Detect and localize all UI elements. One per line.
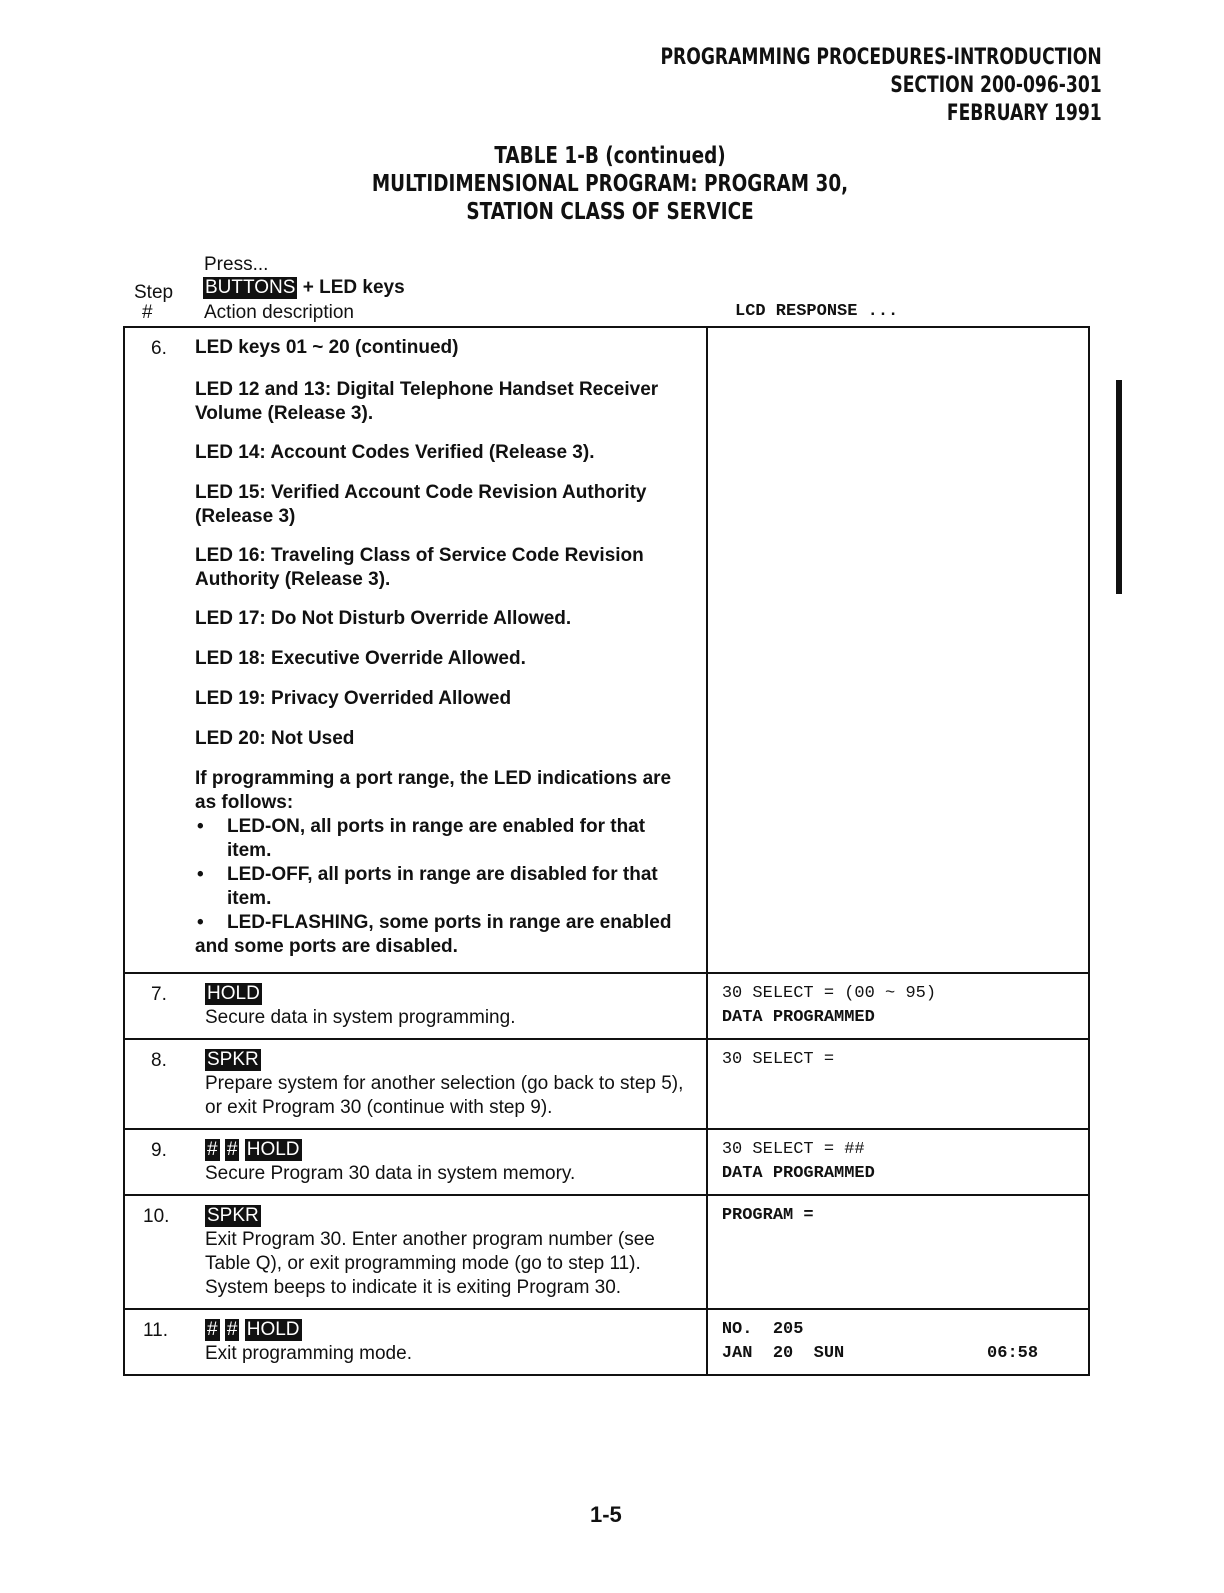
hash-key-icon: # <box>226 1319 238 1340</box>
led-item: LED 12 and 13: Digital Telephone Handset Receiver Volume (Release 3). <box>195 379 659 424</box>
lcd-cell <box>707 973 1089 1039</box>
step-text: Exit Program 30. Enter another program number (see Table Q), or exit programming mode (go to step 11). System beeps to indicate it is exiting Program 30. <box>205 1229 655 1298</box>
lcd-line: PROGRAM = <box>721 1206 814 1225</box>
title-line-1: TABLE 1-B (continued) <box>494 143 726 169</box>
bullet-icon: • <box>197 864 204 885</box>
buttons-key-icon: BUTTONS <box>205 277 296 298</box>
step-heading: LED keys 01 ~ 20 (continued) <box>195 337 459 358</box>
buttons-header <box>203 277 405 299</box>
step-text: Secure data in system programming. <box>205 1007 516 1028</box>
step-number: 11. <box>143 1320 169 1341</box>
lcd-line: 30 SELECT = (00 ~ 95) <box>721 984 937 1003</box>
table-row <box>124 1195 1089 1309</box>
step-text: Exit programming mode. <box>205 1343 412 1364</box>
step-body <box>205 974 706 1038</box>
header-line-2: SECTION 200-096-301 <box>890 73 1102 98</box>
lcd-line: NO. 205 <box>721 1320 804 1339</box>
spkr-key-icon: SPKR <box>207 1049 259 1070</box>
header-line-1: PROGRAMMING PROCEDURES-INTRODUCTION <box>660 45 1102 70</box>
lcd-line: DATA PROGRAMMED <box>721 1008 875 1027</box>
bullet-item <box>195 863 690 911</box>
hold-key-icon: HOLD <box>246 1139 300 1160</box>
step-body <box>205 1196 706 1308</box>
hold-key-icon: HOLD <box>207 983 260 1004</box>
led-list <box>195 328 706 967</box>
step-number: 7. <box>151 984 167 1005</box>
led-item: LED 16: Traveling Class of Service Code Revision Authority (Release 3). <box>195 545 644 590</box>
lcd-cell <box>707 1309 1089 1375</box>
led-item: LED 15: Verified Account Code Revision Authority (Release 3) <box>195 482 647 527</box>
action-cell <box>124 1309 707 1375</box>
bullet-text: LED-OFF, all ports in range are disabled for that item. <box>227 864 658 909</box>
step-hash-label: # <box>142 302 153 323</box>
page-number: 1-5 <box>590 1502 622 1527</box>
step-body <box>205 1310 706 1374</box>
action-cell <box>124 973 707 1039</box>
bullet-text: LED-FLASHING, some ports in range are enabled <box>227 912 672 933</box>
bullet-item <box>195 815 690 863</box>
revision-bar <box>1116 380 1122 594</box>
action-label: Action description <box>204 302 354 323</box>
step-text: Secure Program 30 data in system memory. <box>205 1163 576 1184</box>
step-text: Prepare system for another selection (go back to step 5), or exit Program 30 (continue with step 9). <box>205 1073 684 1118</box>
table-row <box>124 1129 1089 1195</box>
step-body <box>205 1040 706 1128</box>
press-label: Press... <box>204 254 269 275</box>
step-body <box>205 1130 706 1194</box>
bullet-icon: • <box>197 912 204 933</box>
hash-key-icon: # <box>207 1139 218 1160</box>
action-cell <box>124 327 707 973</box>
hash-key-icon: # <box>226 1139 238 1160</box>
action-cell <box>124 1129 707 1195</box>
page-header <box>661 44 1102 128</box>
led-item: LED 19: Privacy Overrided Allowed <box>195 688 512 709</box>
hold-key-icon: HOLD <box>246 1319 300 1340</box>
led-item: LED 18: Executive Override Allowed. <box>195 648 526 669</box>
lcd-line: DATA PROGRAMMED <box>721 1164 875 1183</box>
table-row <box>124 1309 1089 1375</box>
lcd-cell <box>707 1195 1089 1309</box>
action-cell <box>124 1195 707 1309</box>
procedure-table <box>123 326 1090 1376</box>
lcd-response-label: LCD RESPONSE ... <box>735 302 899 321</box>
bullet-tail: and some ports are disabled. <box>195 936 458 957</box>
led-item: LED 17: Do Not Disturb Override Allowed. <box>195 608 572 629</box>
bullet-item <box>195 911 690 935</box>
step-label: Step <box>134 282 174 303</box>
range-intro: If programming a port range, the LED indications are as follows: <box>195 768 672 813</box>
led-item: LED 20: Not Used <box>195 728 355 749</box>
led-item: LED 14: Account Codes Verified (Release 3). <box>195 442 595 463</box>
table-row <box>124 973 1089 1039</box>
lcd-line: 30 SELECT = <box>721 1050 835 1069</box>
step-number: 10. <box>143 1206 170 1227</box>
step-number: 6. <box>151 338 167 359</box>
title-line-2: MULTIDIMENSIONAL PROGRAM: PROGRAM 30, <box>371 171 849 197</box>
spkr-key-icon: SPKR <box>207 1205 259 1226</box>
action-cell <box>124 1039 707 1129</box>
table-title <box>300 142 920 226</box>
step-number: 9. <box>151 1140 167 1161</box>
lcd-line: JAN 20 SUN 06:58 <box>721 1344 1039 1363</box>
plus-led-label: + LED keys <box>302 277 405 298</box>
bullet-text: LED-ON, all ports in range are enabled for that item. <box>227 816 646 861</box>
header-line-3: FEBRUARY 1991 <box>947 101 1102 126</box>
table-row <box>124 1039 1089 1129</box>
table-row <box>124 327 1089 973</box>
bullet-icon: • <box>197 816 204 837</box>
title-line-3: STATION CLASS OF SERVICE <box>466 199 754 225</box>
lcd-cell <box>707 1039 1089 1129</box>
step-number: 8. <box>151 1050 167 1071</box>
hash-key-icon: # <box>207 1319 218 1340</box>
lcd-line: 30 SELECT = ## <box>721 1140 865 1159</box>
lcd-cell <box>707 1129 1089 1195</box>
lcd-cell <box>707 327 1089 973</box>
